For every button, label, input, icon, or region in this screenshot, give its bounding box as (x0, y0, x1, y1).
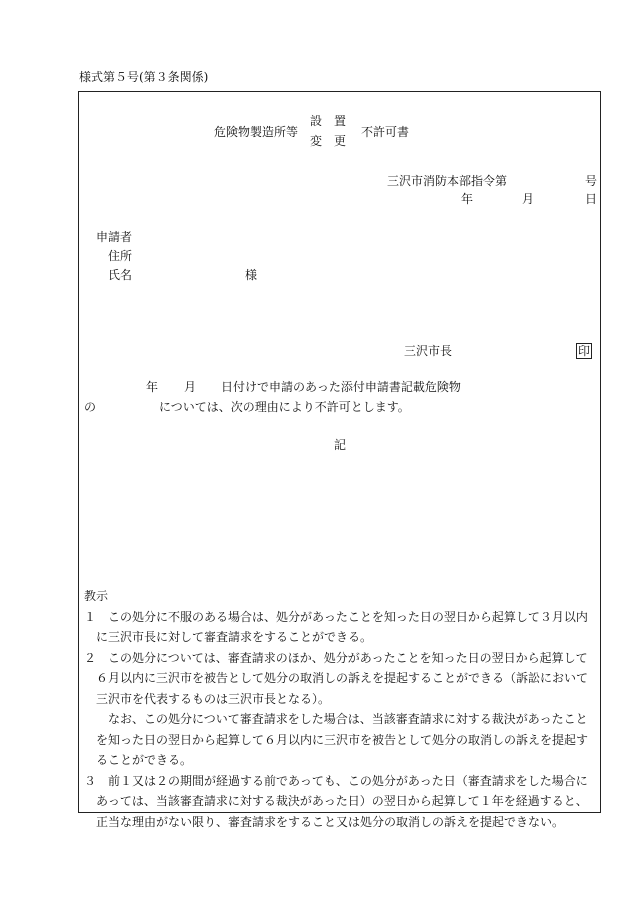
title-option-change: 変 更 (310, 134, 347, 148)
notice-heading: 教示 (84, 589, 109, 603)
applicant-name-label: 氏名 (108, 268, 133, 282)
applicant-address-label: 住所 (108, 249, 133, 263)
notice-section (84, 586, 598, 832)
form-label: 様式第５号(第３条関係) (79, 70, 209, 84)
date-year: 年 (461, 192, 474, 206)
title-option-install: 設 置 (310, 114, 347, 128)
applicant-honorific: 様 (245, 268, 258, 282)
title-prefix: 危険物製造所等 (214, 125, 299, 139)
notice-item-2-note: なお、この処分について審査請求をした場合は、当該審査請求に対する裁決があったことを知った日の翌日から起算して６月以内に三沢市を被告として処分の取消しの訴えを提起することができる。 (96, 712, 589, 767)
seal-mark: 印 (578, 344, 591, 358)
notice-item-1: １ この処分に不服のある場合は、処分があったことを知った日の翌日から起算して３月以内に三沢市長に対して審査請求をすることができる。 (84, 609, 588, 644)
body-line2-prefix: の (84, 400, 97, 414)
applicant-heading: 申請者 (96, 230, 133, 244)
body-month: 月 (184, 380, 197, 394)
reference-number-suffix: 号 (585, 174, 598, 188)
body-year: 年 (146, 380, 159, 394)
ki-marker: 記 (334, 438, 347, 452)
date-day: 日 (585, 192, 598, 206)
title-suffix: 不許可書 (361, 125, 410, 139)
reference-number-label: 三沢市消防本部指令第 (387, 174, 508, 188)
issuer-title: 三沢市長 (404, 344, 453, 358)
notice-item-2: ２ この処分については、審査請求のほか、処分があったことを知った日の翌日から起算して６月以内に三沢市を被告として処分の取消しの訴えを提起することができる（訴訟において三沢市を代表するものは三沢市長となる）。 (84, 650, 589, 706)
body-line2-text: については、次の理由により不許可とします。 (159, 400, 410, 414)
notice-item-3: ３ 前１又は２の期間が経過する前であっても、この処分があった日（審査請求をした場合にあっては、当該審査請求に対する裁決があった日）の翌日から起算して１年を経過すると、正当な理由がない限り、審査請求をすること又は処分の取消しの訴えを提起できない。 (84, 773, 588, 829)
body-line1-text: 日付けで申請のあった添付申請書記載危険物 (221, 380, 461, 394)
date-month: 月 (522, 192, 535, 206)
